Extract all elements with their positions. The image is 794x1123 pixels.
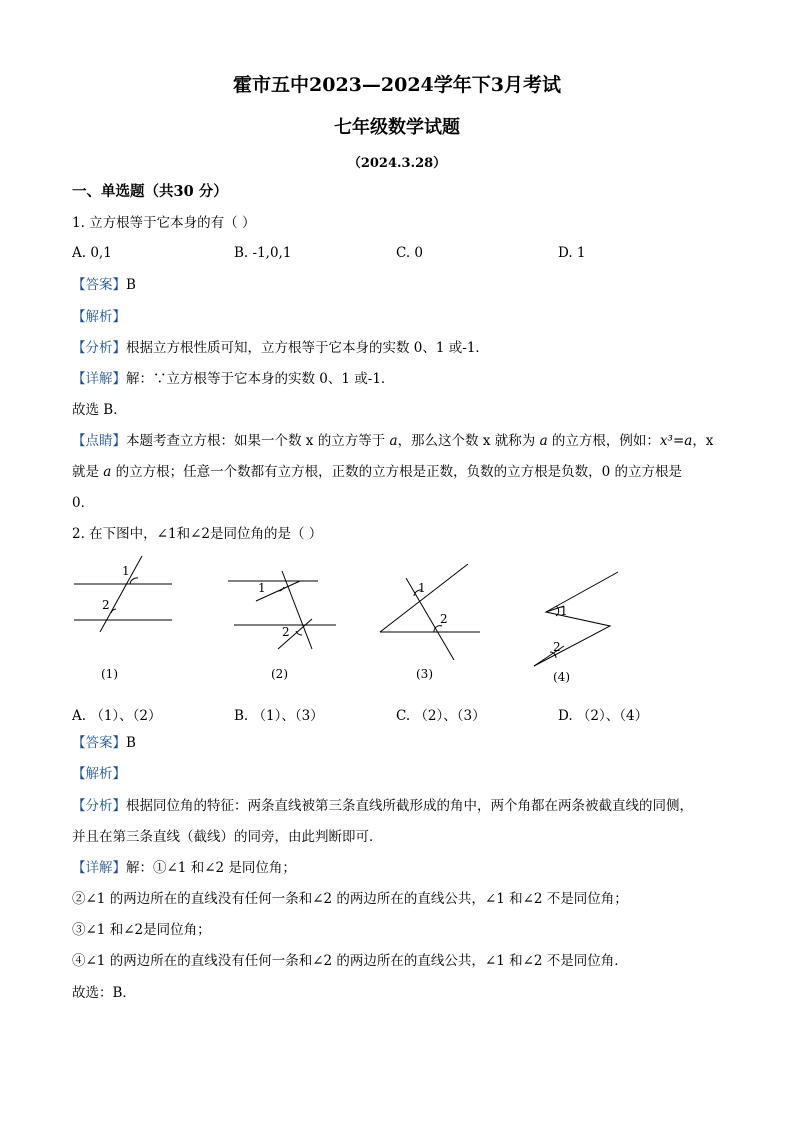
fig1-angle-1-arc (130, 578, 138, 584)
q2-option-c: C. （2）、（3） (396, 708, 486, 724)
q2-xiangjie-line1 (72, 859, 296, 877)
q2-fenxi-tag: 【分析】 (72, 798, 126, 814)
q2-conclusion: 故选：B． (72, 985, 136, 1001)
q1-conclusion: 故选 B． (72, 402, 127, 418)
q1-fenxi-tag: 【分析】 (72, 340, 126, 356)
q1-answer-tag: 【答案】 (72, 277, 126, 293)
q1-dianjing-tag: 【点睛】 (72, 433, 126, 449)
q1-var-a-3: a (103, 464, 112, 480)
q1-analysis-tag (72, 308, 126, 326)
q2-fenxi-text-1: 根据同位角的特征：两条直线被第三条直线所截形成的角中，两个角都在两条被截直线的同侧， (126, 798, 693, 814)
fig3-angle-1-label: 1 (418, 581, 426, 595)
q1-option-c: C. 0 (396, 245, 424, 261)
q1-option-b: B. -1,0,1 (234, 245, 292, 261)
q1-dianjing-line2 (72, 463, 682, 481)
q1-xiangjie-tag: 【详解】 (72, 371, 126, 387)
q2-answer-tag: 【答案】 (72, 735, 126, 751)
fig2-caption: (2) (271, 667, 288, 681)
section-heading: 一、单选题（共30 分） (72, 183, 228, 200)
q1-dianjing-text-2b: 的立方根；任意一个数都有立方根，正数的立方根是正数，负数的立方根是负数，0 的立方根是 (111, 464, 683, 480)
q2-fenxi-line1 (72, 797, 693, 815)
q2-analysis-tag (72, 765, 126, 783)
fig2-angle-1-label: 1 (258, 581, 266, 595)
fig3-angle-2-label: 2 (440, 612, 448, 626)
q1-dianjing-line3: 0． (72, 495, 95, 511)
q1-fenxi-text: 根据立方根性质可知，立方根等于它本身的实数 0、1 或-1． (126, 340, 489, 356)
q2-xiangjie-line4: ④∠1 的两边所在的直线没有任何一条和∠2 的两边所在的直线公共，∠1 和∠2 不是同位角． (72, 953, 628, 969)
q1-xiangjie-text: 解：∵立方根等于它本身的实数 0、1 或-1． (126, 371, 395, 387)
q1-analysis-label: 【解析】 (72, 309, 126, 325)
fig1-angle-2-arc (111, 609, 116, 613)
q1-dianjing-line1 (72, 432, 713, 450)
q2-option-d: D. （2）、（4） (558, 708, 649, 724)
q1-stem: 1. 立方根等于它本身的有（ ） (72, 215, 256, 231)
q1-dianjing-text-2a: 就是 (72, 464, 104, 480)
fig4-zigzag (534, 572, 618, 666)
fig3-rising-line (380, 564, 468, 632)
q1-dianjing-text-1b: ，那么这个数 x 就称为 (397, 433, 540, 449)
q1-xiangjie (72, 370, 394, 388)
q2-answer (72, 734, 136, 752)
q1-formula: x³=a (659, 433, 693, 449)
figure-2-diagram (222, 565, 342, 655)
exam-subtitle: 七年级数学试题 (334, 117, 460, 138)
q2-xiangjie-text-1: 解：①∠1 和∠2 是同位角； (126, 860, 296, 876)
exam-title: 霍市五中2023—2024学年下3月考试 (233, 74, 561, 96)
fig1-transversal (100, 556, 142, 632)
q2-xiangjie-line3: ③∠1 和∠2是同位角； (72, 922, 211, 938)
fig2-angle-2-arc (296, 631, 302, 635)
figure-3-diagram (376, 560, 486, 660)
fig4-angle-1-label: 1 (560, 604, 568, 618)
q1-answer (72, 276, 136, 294)
q1-option-a: A. 0,1 (72, 245, 112, 261)
figure-1-diagram (68, 552, 178, 632)
q1-dianjing-text-1d: ，x (692, 433, 714, 449)
fig1-angle-2-label: 2 (102, 598, 110, 612)
fig2-angle-2-label: 2 (282, 625, 290, 639)
q1-var-a-1: a (389, 433, 398, 449)
q2-fenxi-line2: 并且在第三条直线（截线）的同旁，由此判断即可． (72, 829, 383, 845)
q2-xiangjie-tag: 【详解】 (72, 860, 126, 876)
q1-dianjing-text-1a: 本题考查立方根：如果一个数 x 的立方等于 (126, 433, 390, 449)
q1-var-a-2: a (539, 433, 548, 449)
q1-fenxi (72, 339, 489, 357)
fig1-caption: (1) (101, 667, 118, 681)
q1-dianjing-text-1c: 的立方根，例如： (547, 433, 660, 449)
q2-option-b: B. （1）、（3） (234, 708, 324, 724)
q1-option-d: D. 1 (558, 245, 586, 261)
q1-answer-value: B (126, 277, 136, 293)
fig3-caption: (3) (416, 667, 433, 681)
fig4-caption: (4) (553, 670, 570, 684)
figure-4-diagram (528, 570, 628, 670)
q2-stem: 2. 在下图中，∠1和∠2是同位角的是（ ） (72, 526, 323, 542)
fig4-angle-2-label: 2 (553, 640, 561, 654)
q2-answer-value: B (126, 735, 136, 751)
fig1-angle-1-label: 1 (122, 564, 130, 578)
q2-option-a: A. （1）、（2） (72, 708, 162, 724)
q2-xiangjie-line2: ②∠1 的两边所在的直线没有任何一条和∠2 的两边所在的直线公共，∠1 和∠2 不是同位角； (72, 891, 628, 907)
q2-analysis-label: 【解析】 (72, 766, 126, 782)
fig3-angle-2-arc (434, 626, 442, 632)
exam-date: （2024.3.28） (347, 156, 447, 171)
